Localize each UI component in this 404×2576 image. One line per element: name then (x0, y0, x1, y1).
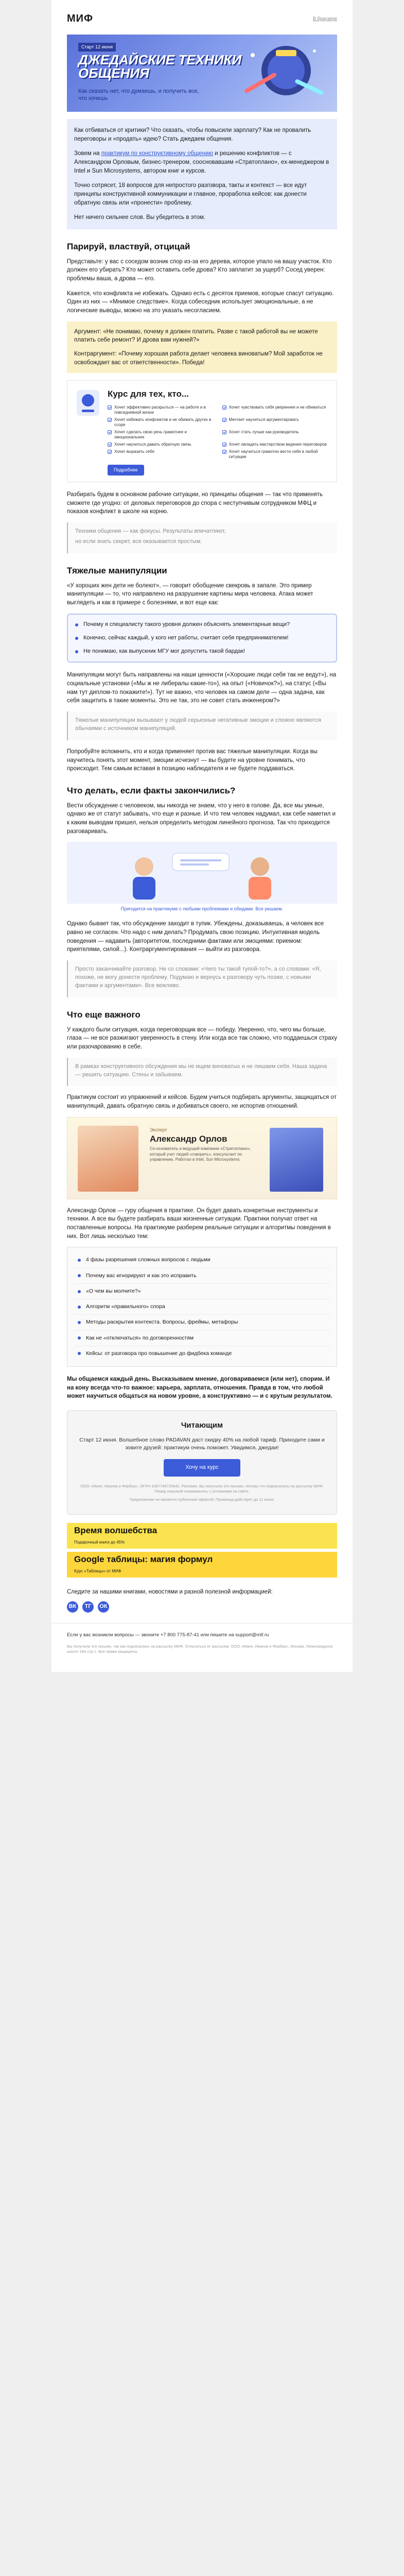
hero-title: ДЖЕДАЙСКИЕ ТЕХНИКИ ОБЩЕНИЯ (78, 52, 242, 81)
course-feature: Хочет выразить себя (108, 449, 215, 460)
join-course-button[interactable]: Хочу на курс (164, 1459, 240, 1477)
section-title-important: Что еще важного (67, 1009, 140, 1020)
course-feature: Хочет научиться давать обратную связь (108, 442, 215, 447)
hero-start-badge: Старт 12 июня (78, 43, 116, 52)
bullet-icon (78, 1290, 81, 1293)
discussion-illustration (67, 842, 337, 904)
course-feature: Хочет сделать свою речь грамотнее и эмоциональнее (108, 430, 215, 440)
promo-text: Старт 12 июня. Волшебное слово PADAVAN даст скидку 40% на любой тариф. Приходите сами и зовите друзей: практикум очень поможет. Увидимся, джедаи! (79, 1436, 325, 1451)
banner-subtitle: Курс «Таблицы» от МИФ (74, 1568, 121, 1573)
topic-item: «О чем вы молчите?» (74, 1284, 330, 1299)
check-icon (108, 418, 112, 422)
section3-paragraph-2: Однако бывает так, что обсуждение заходит в тупик. Убеждены, доказываешь, а человек все равно не согласен. Что надо с ним делать? Продумать свою позицию. Интуитивная модель поведения — надавить (авторитетом, последними фактами или эмоциями: приемом: приятелями, силой...). Контраргументирования — выйти из разговора. (67, 921, 324, 953)
vk-icon[interactable]: ВК (67, 1601, 78, 1613)
quote-block: Техники общения — как фокусы. Результаты впечатляют, но если знать секрет, все оказывается простым. (67, 522, 337, 553)
check-icon (108, 450, 112, 454)
topic-item: Кейсы: от разговора про повышение до фидбека команде (74, 1346, 330, 1361)
manipulation-examples (67, 614, 337, 663)
book-cover (270, 1128, 323, 1192)
check-icon (222, 443, 226, 447)
section4-paragraph-1: У каждого были ситуация, когда переговорщик все — победу. Уверенно, что, чего мы больше, глаза — не все разжигают уверенность в стену. Или когда все так сложно, что поддаешься страху или разочарованию в себе. (67, 1026, 338, 1050)
course-feature: Хочет овладеть мастерством ведения переговоров (222, 442, 330, 447)
course-features-grid (108, 405, 329, 460)
topic-item: Методы раскрытия контекста. Вопросы, фреймы, метафоры (74, 1315, 330, 1330)
course-feature: Мечтает научиться аргументировать (222, 417, 330, 428)
author-label: Эксперт (150, 1127, 167, 1132)
check-icon (222, 405, 226, 410)
course-card-title: Курс для тех, кто... (108, 389, 189, 399)
author-card[interactable] (67, 1117, 337, 1199)
manipulation-example: Конечно, сейчас каждый, у кого нет работы, считает себя предпринимателем! (75, 634, 329, 642)
open-in-browser-link[interactable]: В браузере (312, 15, 337, 21)
quote-block: В рамках конструктивного обсуждения мы не ищем виноватых и не лишаем себя. Наша задача — решить ситуацию. Стены и забываем. (67, 1058, 337, 1087)
course-feature: Хочет чувствовать себя увереннее и не обижаться (222, 405, 330, 415)
intro-paragraph-2: Зовем на практикум по конструктивному общению и решению конфликтов — с Александром Орловым, бизнес-тренером, соосновавшим «Стратоплано», ex-менеджером в Intel и Sun Microsystems, автором книг и курсов. (74, 150, 329, 174)
section2-paragraph-3: Попробуйте вспомнить, кто и когда применяет против вас тяжелые манипуляции. Когда вы научитесь понять этот момент, эмоции исчезнут — вы будете на уровне понимать, что происходит. Тем самым вставая в позицию наблюдателя и не будете поддаваться. (67, 749, 318, 772)
social-prompt: Следите за нашими книгами, новостями и разной полезной информацией: (67, 1588, 273, 1595)
counterargument-text: Контраргумент: «Почему хорошая работа делает человека виноватым? Мой заработок не освобождает вас от ответственности». Победа! (74, 351, 323, 366)
intro-paragraph-1: Как отбиваться от критики? Что сказать, чтобы повысили зарплату? Как не провалить переговоры и «продать» идею? Стать джедаем общения. (74, 127, 311, 142)
section2-paragraph-2: Манипуляции могут быть направлены на наши ценности («Хорошие люди себя так не ведут»), на социальные установки («Мы ж не либералы какие-то»), на опыт («Новичок?»), на статус («Вы нам тут диплом-то покажите!»). Тут не важно, что человек на самом деле — одна задача, как себя защитить в такие моменты. Это не так, это не совет стать инженером?» (67, 672, 337, 704)
people-talking-icon (67, 842, 337, 904)
author-photo (78, 1126, 138, 1192)
check-icon (108, 443, 112, 447)
manipulation-example: Почему я специалисту такого уровня должен объяснять элементарные вещи? (75, 621, 329, 629)
footer (51, 1623, 353, 1654)
google-sheets-banner[interactable] (67, 1552, 337, 1578)
section-title-facts: Что делать, если факты закончились? (67, 786, 236, 796)
section1b-paragraph: Разбирать будем в основном рабочие ситуации, но принципы общения — так что применять сможете где угодно: от деловых переговоров до спора с неступчивым сотрудником МФЦ и показов конфликт в школе на корню. (67, 492, 323, 515)
topic-item: Почему вас игнорируют и как это исправить (74, 1268, 330, 1284)
section4-paragraph-3: Александр Орлов — гуру общения в практике. Он будет давать конкретные инструменты и техники. А все вы будете разбирать ваши жизненные ситуации. Практики получат ответ на поставленные вопросы. На практикуме разберем реальные ситуации и алгоритмы поведения в них. Вот лишь несколько тем: (67, 1207, 331, 1240)
intro-box (67, 119, 337, 229)
logo[interactable]: МИФ (67, 13, 94, 24)
bullet-icon (78, 1274, 81, 1277)
email-sheet (51, 0, 353, 1672)
gift-books-banner[interactable] (67, 1523, 337, 1549)
hero-subtitle: Как сказать нет, что думаешь, и получить все, что хочешь (78, 88, 199, 101)
section3-paragraph-1: Вести обсуждение с человеком, мы никогда не знаем, что у него в голове. Да, все мы умные, однако же от статут забывать, что еще и разные. И что тем человек надумал, как себе наметил и к каким выводам пришел, нельзя определить методом линейного прогноза. Так что приходится разговаривать. (67, 802, 336, 835)
argument-box (67, 321, 337, 374)
author-name: Александр Орлов (150, 1133, 227, 1144)
banner-title: Время волшебства (74, 1525, 157, 1535)
section-title-manipulations: Тяжелые манипуляции (67, 565, 167, 575)
section-title-parry: Парируй, властвуй, отцицай (67, 242, 190, 252)
topic-item: 4 фазы разрешения сложных вопросов с людьми (74, 1252, 330, 1268)
bullet-icon (78, 1352, 81, 1355)
section4-paragraph-2: Практикум состоит из упражнений и кейсов. Будем учиться подбирать аргументы, защищаться от манипуляций, давать обратную связь и добиваться своего, не испортив отношений. (67, 1094, 337, 1110)
quote-block: Просто заканчивайте разговор. Не со словами: «Чего ты такой тупой-то?», а со словами: «Я, похоже, не могу донести проблему. Подумаю и вернусь к разговору чуть позже, с новыми фактами и аргументами». Все вежливо. (67, 960, 337, 997)
course-feature: Хочет эффективно раскрыться — на работе и в повседневной жизни (108, 405, 215, 415)
hero-illustration-icon (227, 40, 325, 107)
banner-title: Google таблицы: магия формул (74, 1554, 213, 1564)
banner-subtitle: Подарочный книги до 45% (74, 1539, 125, 1545)
bullet-icon (78, 1259, 81, 1262)
social-links (67, 1601, 337, 1613)
promo-title: Читающим (181, 1421, 223, 1430)
course-card[interactable] (67, 380, 337, 482)
intro-paragraph-4: Нет ничего сильнее слов. Вы убедитесь в этом. (74, 214, 205, 221)
ok-icon[interactable]: ОК (98, 1601, 109, 1613)
closing-statement: Мы общаемся каждый день. Высказываем мнение, договариваемся (или нет), спорим. И на кону всегда что-то важное: карьера, зарплата, отношения. Правда в том, что любой может научиться общаться на новом уровне, а конструктивно — и с крутым результатом. (67, 1376, 332, 1400)
author-description: Со-основатель и ведущий компании «Стратоплано», который учит людей «говорить», консультант по управлению. Работал в Intel, Sun Microsystems. (150, 1146, 251, 1162)
bullet-icon (78, 1336, 81, 1340)
footer-contact: Если у вас возникли вопросы — звоните +7 800 775-87-41 или пишите на support@mif.ru (67, 1632, 269, 1638)
check-icon (108, 405, 112, 410)
course-badge-icon (75, 388, 101, 418)
check-icon (222, 430, 226, 434)
telegram-icon[interactable]: ТГ (82, 1601, 94, 1613)
section2-paragraph-1: «У хороших жен дети не болеют», — говорит обобщение свекровь в запале. Это пример манипуляции — то, что направлено на разрушение картины мира человека. Атака может выглядеть и как в примере с болезнями, и вот еще как: (67, 582, 313, 606)
bullet-icon (78, 1306, 81, 1309)
main-content (51, 241, 353, 1613)
argument-text: Аргумент: «Не понимаю, почему я должен платить. Разве с такой работой вы не можете платить себе ремонт? И дрова вам нужней?» (74, 328, 318, 344)
topic-item: Алгоритм «правильного» спора (74, 1299, 330, 1315)
illustration-caption: Пригодится на практикуме с любыми проблемами и обидами. Все решаем. (120, 906, 284, 912)
check-icon (108, 430, 112, 434)
topics-list (67, 1247, 337, 1367)
promo-legal-text: ООО «Манн, Иванов и Фербер», ОГРН 1067746725542. Реклама. Вы получили это письмо, потому что подписались на рассылку МИФ. Перед покупкой ознакомьтесь с условиями на сайте. (80, 1484, 324, 1494)
header (51, 0, 353, 35)
hero-banner[interactable] (67, 35, 337, 112)
topic-item: Как не «отключаться» по договоренностям (74, 1331, 330, 1346)
promo-legal-text: Предложение не является публичной офертой. Промокод действует до 11 июня. (129, 1497, 275, 1502)
course-card-body (108, 388, 329, 476)
course-feature: Хочет научиться грамотно вести себя в любой ситуации (222, 449, 330, 460)
section1-paragraph-2: Кажется, что конфликта не избежать. Однако есть с десяток приемов, которые спасут ситуацию. Один из них — «Мнимое следствие». Когда собеседник использует эмоциональные, а не логические выводы, можно на это указать несогласием. (67, 290, 334, 314)
intro-paragraph-3: Точно сотрясет, 18 вопросов для непростого разговора, такты и контекст — все идут принципы конструктивной коммуникации и главное, проработка кейсов: как донести обратную связь или «пронести» проблему. (74, 182, 307, 206)
check-icon (222, 450, 226, 454)
section1-paragraph-1: Представьте: у вас с соседом возник спор из-за его дерева, которое упало на вашу участок. Кто должен его убирать? Кто может оставить себе дрова? Кто заплатит за ущерб? Сосед уверен: проблемы ваша, а дрова — его. (67, 258, 332, 282)
bullet-icon (78, 1321, 81, 1324)
promo-box (67, 1410, 337, 1515)
course-feature: Хочет избежать конфликтов и не обижать других в ссоре (108, 417, 215, 428)
quote-block: Тяжелые манипуляции вызывают у людей серьезные негативные эмоции и сложно являются обычаями с источником манипуляций. (67, 711, 337, 740)
footer-legal: Вы получили это письмо, так как подписались на рассылку МИФ. Отписаться от рассылки. ООО «Манн, Иванов и Фербер», Москва, Ленинградское шоссе 16А стр 1. Все права защищены. (67, 1643, 333, 1654)
check-icon (222, 418, 226, 422)
course-details-button[interactable]: Подробнее (108, 465, 144, 476)
practicum-link[interactable]: практикум по конструктивному общению (101, 150, 214, 157)
course-feature: Хочет стать лучше как руководитель (222, 430, 330, 440)
manipulation-example: Не понимаю, как выпускник МГУ мог допустить такой бардак! (75, 648, 329, 656)
